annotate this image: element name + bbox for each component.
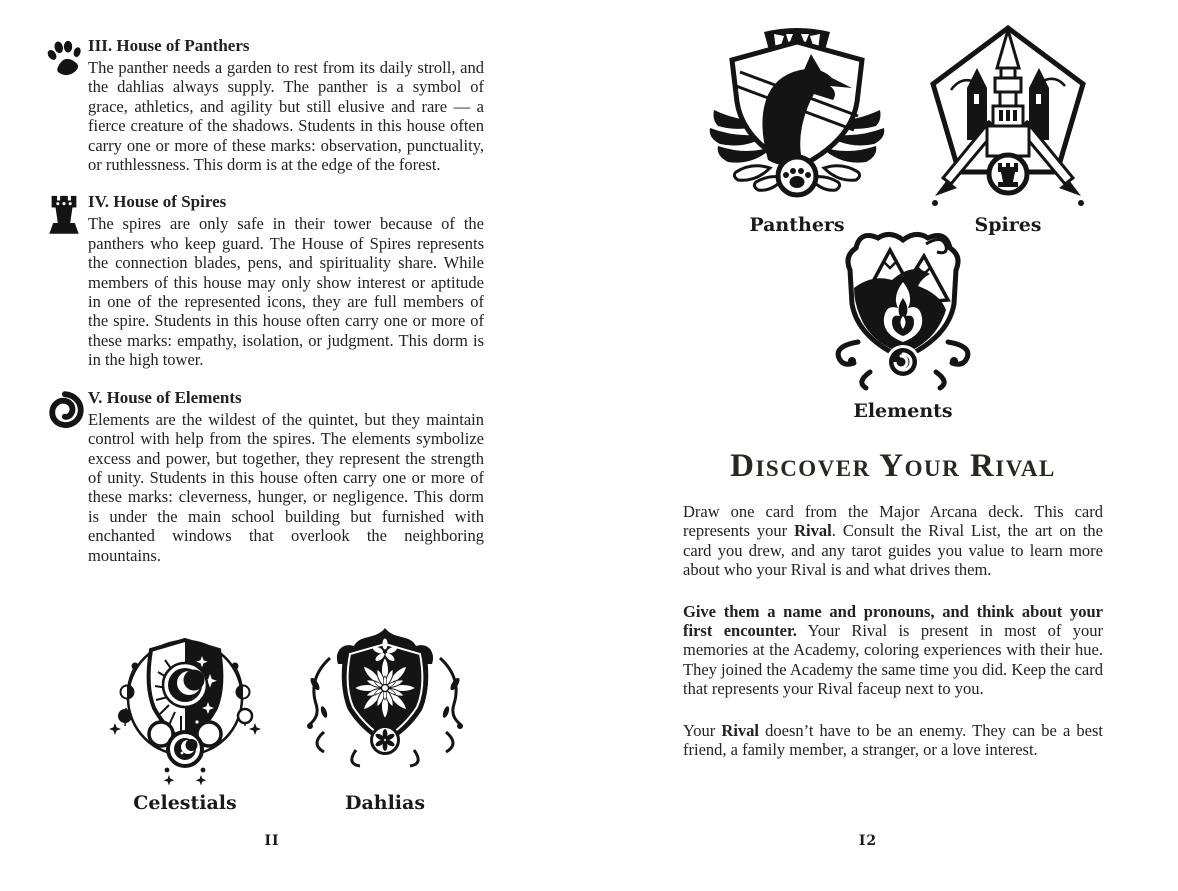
elements-emblem [828, 224, 978, 396]
section-house-of-elements [40, 388, 488, 565]
section-body: The spires are only safe in their tower because of the panthers who keep guard. The House of Spires represents the connection blades, pens, and spirituality share. While members of this house may only show interest or aptitude in one of the represented icons, they are full members of the spire. Students in this house often carry one or more of these marks: empathy, isolation, or judgment. This dorm is in the high tower. [88, 214, 484, 370]
crest-label: Panthers [749, 214, 845, 236]
section-heading: III. House of Panthers [88, 36, 250, 55]
section-house-of-spires [40, 192, 488, 369]
page-number-left: II [264, 833, 280, 849]
crest-elements [813, 224, 993, 422]
page-number-right: I2 [858, 833, 878, 849]
crest-label: Celestials [133, 792, 237, 814]
rival-paragraph-1: Draw one card from the Major Arcana deck. This card represents your Rival. Consult the Rival List, the art on the card you drew, and any tarot guides you value to learn more about who your Rival is and what drives them. [683, 502, 1103, 580]
crest-label: Dahlias [344, 792, 426, 814]
paw-icon [40, 36, 88, 174]
tower-icon [40, 192, 88, 369]
section-heading: V. House of Elements [88, 387, 242, 407]
right-page-text [683, 446, 1103, 781]
crest-label: Elements [853, 400, 953, 422]
section-text [88, 388, 484, 565]
section-text [88, 192, 484, 369]
panthers-emblem [708, 24, 886, 210]
left-page [40, 36, 488, 583]
section-heading: IV. House of Spires [88, 192, 227, 212]
crest-label: Spires [974, 214, 1042, 236]
rival-paragraph-3: Your Rival doesn’t have to be an enemy. They can be a best friend, a family member, a stranger, or a love interest. [683, 720, 1103, 760]
crest-celestials [95, 628, 275, 814]
section-body: Elements are the wildest of the quintet, but they maintain control with help from the spires. The elements symbolize excess and power, but together, they represent the strength of unity. Students in this house often carry one or more of these marks: cleverness, hunger, or negligence. This dorm is under the main school building but furnished with enchanted windows that overlook the neighboring mountains. [88, 409, 484, 565]
rival-heading: Discover Your Rival [730, 448, 1056, 484]
spiral-icon [40, 388, 88, 565]
section-house-of-panthers [40, 36, 488, 174]
spires-emblem [925, 22, 1091, 210]
crest-spires [918, 22, 1098, 236]
crest-dahlias [295, 626, 475, 814]
rival-paragraph-2: Give them a name and pronouns, and think about your first encounter. Your Rival is present in most of your memories at the Academy, coloring experiences with their hue. They joined the Academy the same time you did. Keep the card that represents your Rival faceup next to you. [683, 601, 1103, 699]
section-body: The panther needs a garden to rest from its daily stroll, and the dahlias always supply. The panther is a symbol of grace, athletics, and agility but still elusive and rare — a fierce creature of the shadows. Students in this house often carry one or more of these marks: observation, punctuality, or ruthlessness. This dorm is at the edge of the forest. [88, 58, 484, 175]
celestials-emblem [105, 628, 265, 788]
section-text [88, 36, 484, 174]
dahlias-emblem [300, 626, 470, 788]
crest-panthers [707, 24, 887, 236]
